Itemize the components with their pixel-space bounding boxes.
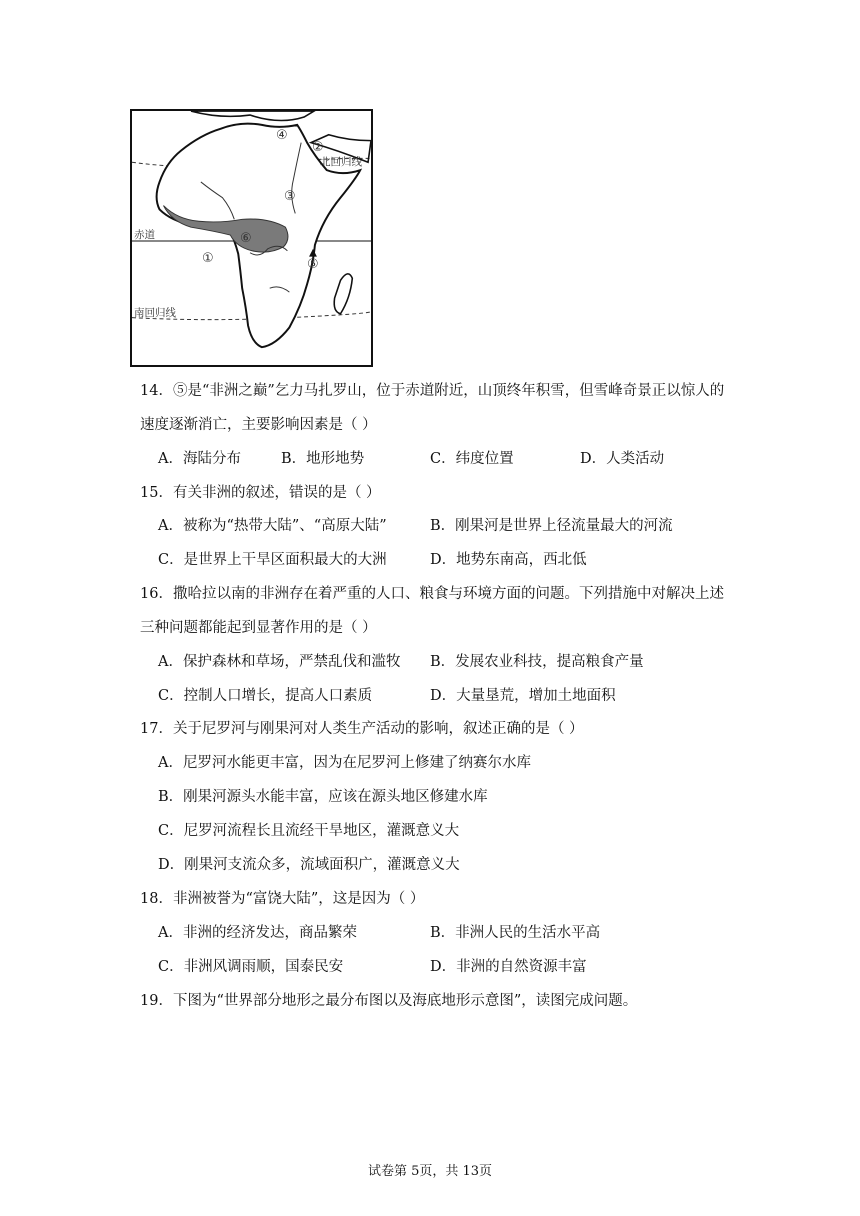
q18-option-b[interactable]: B．非洲人民的生活水平高 [430,925,601,941]
q15-option-c[interactable]: C．是世界上干旱区面积最大的大洲 [158,552,387,568]
q17-line-1: 17．关于尼罗河与刚果河对人类生产活动的影响，叙述正确的是（ ） [140,721,584,737]
q14-option-d[interactable]: D．人类活动 [580,451,665,467]
q17-option-d[interactable]: D．刚果河支流众多，流域面积广，灌溉意义大 [158,857,460,873]
marker-5: ⑤ [307,257,319,272]
q17-option-b[interactable]: B．刚果河源头水能丰富，应该在源头地区修建水库 [158,789,488,805]
q14-option-a[interactable]: A．海陆分布 [158,451,241,467]
marker-6: ⑥ [240,231,252,246]
q17-option-a[interactable]: A．尼罗河水能更丰富，因为在尼罗河上修建了纳赛尔水库 [158,755,531,771]
q17-option-c[interactable]: C．尼罗河流程长且流经干旱地区，灌溉意义大 [158,823,460,839]
q18-line-1: 18．非洲被誉为“富饶大陆”，这是因为（ ） [140,891,425,907]
q16-line-2: 三种问题都能起到显著作用的是（ ） [140,620,377,636]
q14-option-c[interactable]: C．纬度位置 [430,451,514,467]
q19-line-1: 19．下图为“世界部分地形之最分布图以及海底地形示意图”，读图完成问题。 [140,993,638,1009]
q18-option-d[interactable]: D．非洲的自然资源丰富 [430,959,587,975]
page-footer: 试卷第 5页，共 13页 [367,1164,493,1179]
q16-option-c[interactable]: C．控制人口增长，提高人口素质 [158,688,373,704]
south-tropic-label: 南回归线 [134,307,176,319]
q15-option-d[interactable]: D．地势东南高，西北低 [430,552,587,568]
marker-3: ③ [284,189,296,204]
q15-option-a[interactable]: A．被称为“热带大陆”、“高原大陆” [158,518,387,534]
marker-2: ② [312,140,324,155]
q16-option-b[interactable]: B．发展农业科技，提高粮食产量 [430,654,644,670]
q16-option-a[interactable]: A．保护森林和草场，严禁乱伐和滥牧 [158,654,401,670]
q15-option-b[interactable]: B．刚果河是世界上径流量最大的河流 [430,518,673,534]
q14-line-1: 14．⑤是“非洲之巅”乞力马扎罗山，位于赤道附近，山顶终年积雪，但雪峰奇景正以惊人的 [140,383,725,399]
equator-label: 赤道 [134,229,155,241]
africa-map-figure [130,109,373,367]
q15-line-1: 15．有关非洲的叙述，错误的是（ ） [140,485,381,501]
marker-1: ① [202,251,214,266]
q18-option-c[interactable]: C．非洲风调雨顺，国泰民安 [158,959,344,975]
q16-line-1: 16．撒哈拉以南的非洲存在着严重的人口、粮食与环境方面的问题。下列措施中对解决上述 [140,586,724,602]
q16-option-d[interactable]: D．大量垦荒，增加土地面积 [430,688,616,704]
marker-4: ④ [276,128,288,143]
q14-line-2: 速度逐渐消亡，主要影响因素是（ ） [140,417,377,433]
north-tropic-label: 北回归线 [320,156,362,168]
q18-option-a[interactable]: A．非洲的经济发达，商品繁荣 [158,925,357,941]
q14-option-b[interactable]: B．地形地势 [281,451,365,467]
